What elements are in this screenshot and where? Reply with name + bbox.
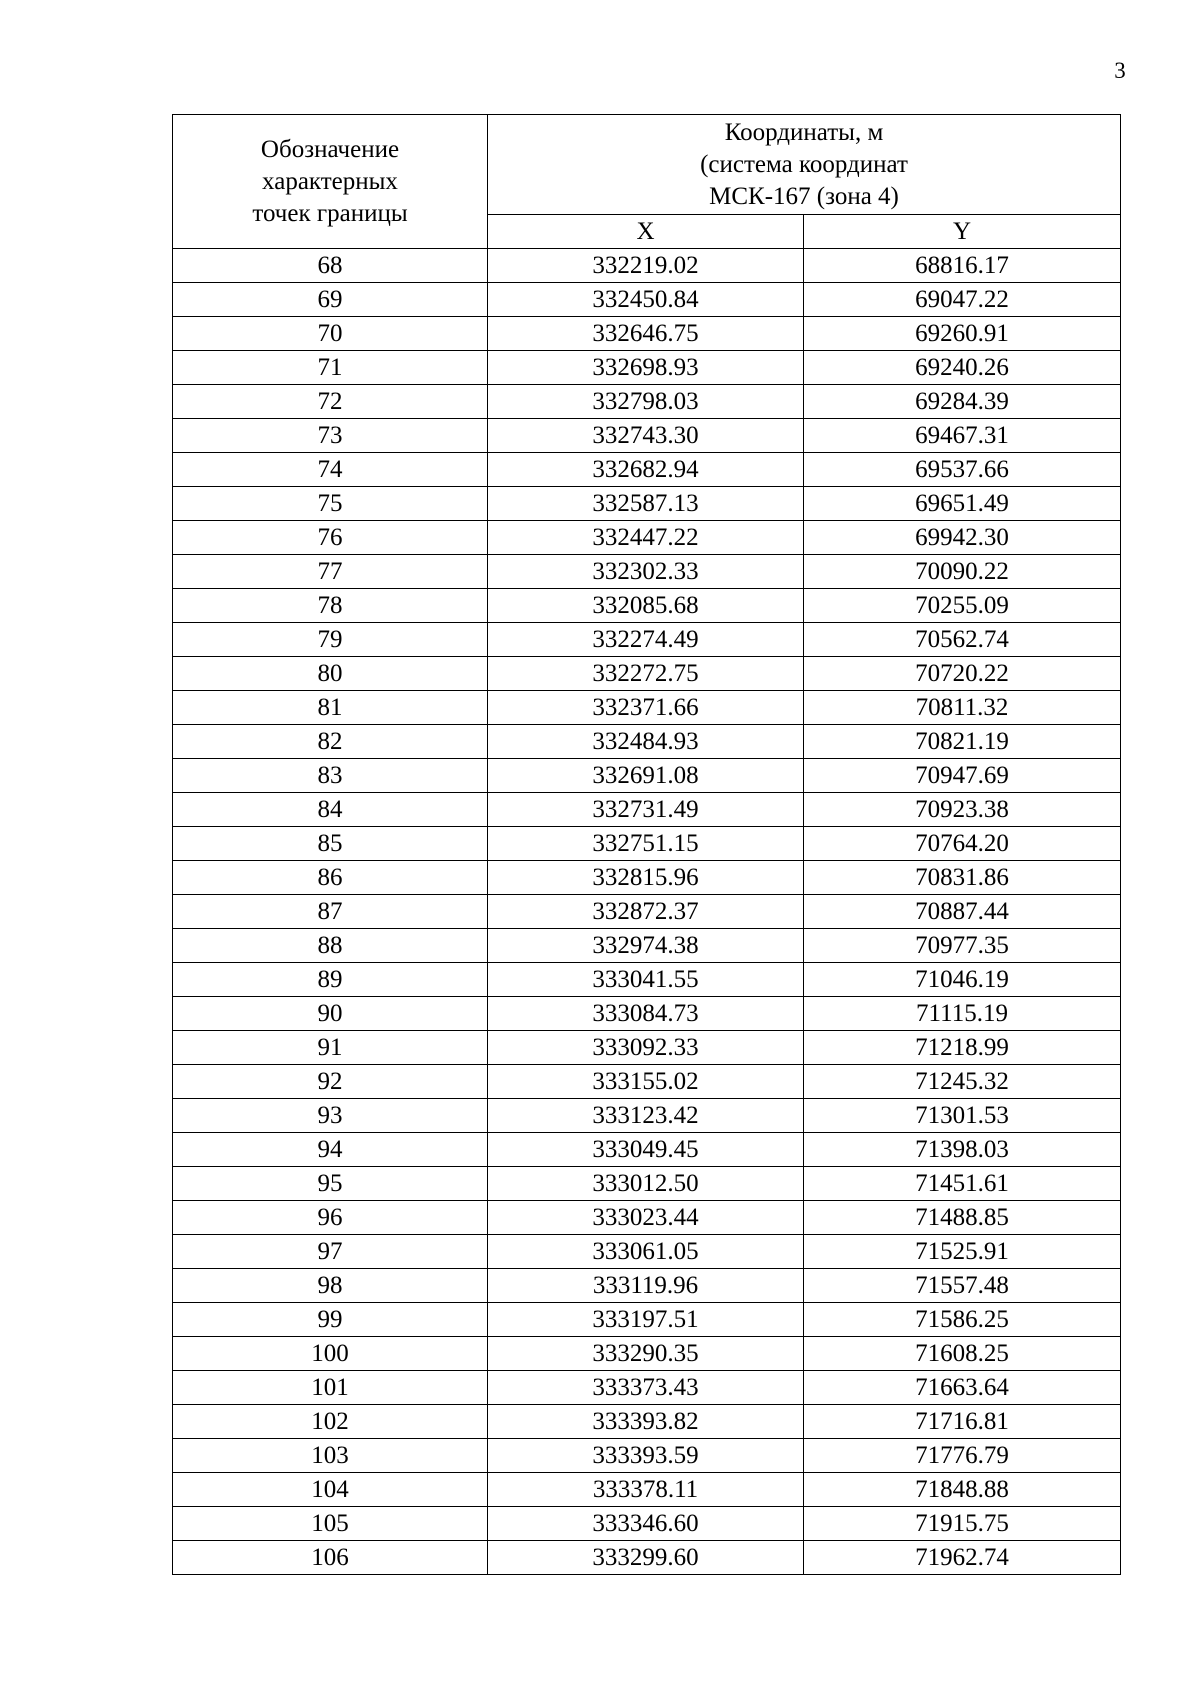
x-coordinate-cell: 333155.02	[488, 1065, 804, 1099]
table-row	[173, 895, 1121, 929]
coordinates-table	[172, 114, 1121, 1575]
table-row	[173, 657, 1121, 691]
x-coordinate-cell: 333346.60	[488, 1507, 804, 1541]
point-cell: 77	[173, 555, 488, 589]
y-coordinate-cell: 71245.32	[804, 1065, 1121, 1099]
table-row	[173, 963, 1121, 997]
y-coordinate-cell: 69260.91	[804, 317, 1121, 351]
y-coordinate-cell: 71608.25	[804, 1337, 1121, 1371]
x-coordinate-cell: 332731.49	[488, 793, 804, 827]
point-cell: 96	[173, 1201, 488, 1235]
point-cell: 83	[173, 759, 488, 793]
point-cell: 89	[173, 963, 488, 997]
table-row	[173, 1269, 1121, 1303]
y-coordinate-cell: 70090.22	[804, 555, 1121, 589]
point-cell: 70	[173, 317, 488, 351]
point-cell: 73	[173, 419, 488, 453]
y-coordinate-cell: 69284.39	[804, 385, 1121, 419]
y-coordinate-cell: 69047.22	[804, 283, 1121, 317]
table-row	[173, 521, 1121, 555]
x-header: X	[488, 215, 804, 249]
point-cell: 100	[173, 1337, 488, 1371]
point-cell: 105	[173, 1507, 488, 1541]
point-cell: 76	[173, 521, 488, 555]
y-coordinate-cell: 70764.20	[804, 827, 1121, 861]
table-row	[173, 929, 1121, 963]
coordinates-header-text: Координаты, м (система координат МСК-167 (зона 4)	[700, 118, 908, 210]
y-coordinate-cell: 69467.31	[804, 419, 1121, 453]
y-coordinate-cell: 70811.32	[804, 691, 1121, 725]
table-row	[173, 1303, 1121, 1337]
table-row	[173, 1371, 1121, 1405]
y-coordinate-cell: 68816.17	[804, 249, 1121, 283]
y-coordinate-cell: 71915.75	[804, 1507, 1121, 1541]
x-coordinate-cell: 332272.75	[488, 657, 804, 691]
point-cell: 91	[173, 1031, 488, 1065]
y-coordinate-cell: 71848.88	[804, 1473, 1121, 1507]
y-coordinate-cell: 70831.86	[804, 861, 1121, 895]
y-coordinate-cell: 71962.74	[804, 1541, 1121, 1575]
table-row	[173, 623, 1121, 657]
point-cell: 87	[173, 895, 488, 929]
point-cell: 69	[173, 283, 488, 317]
point-cell: 85	[173, 827, 488, 861]
y-coordinate-cell: 69942.30	[804, 521, 1121, 555]
point-cell: 90	[173, 997, 488, 1031]
table-row	[173, 555, 1121, 589]
x-coordinate-cell: 333084.73	[488, 997, 804, 1031]
x-coordinate-cell: 333049.45	[488, 1133, 804, 1167]
point-cell: 81	[173, 691, 488, 725]
x-coordinate-cell: 332587.13	[488, 487, 804, 521]
x-coordinate-cell: 332085.68	[488, 589, 804, 623]
table-row	[173, 725, 1121, 759]
table-row	[173, 759, 1121, 793]
x-coordinate-cell: 333197.51	[488, 1303, 804, 1337]
y-coordinate-cell: 71451.61	[804, 1167, 1121, 1201]
table-row	[173, 487, 1121, 521]
table-row	[173, 861, 1121, 895]
point-cell: 103	[173, 1439, 488, 1473]
header-row-top	[173, 115, 1121, 215]
x-coordinate-cell: 332447.22	[488, 521, 804, 555]
point-cell: 101	[173, 1371, 488, 1405]
x-coordinate-cell: 333378.11	[488, 1473, 804, 1507]
x-coordinate-cell: 332302.33	[488, 555, 804, 589]
table-row	[173, 317, 1121, 351]
table-row	[173, 419, 1121, 453]
table-row	[173, 1133, 1121, 1167]
x-coordinate-cell: 332751.15	[488, 827, 804, 861]
x-coordinate-cell: 332974.38	[488, 929, 804, 963]
table-row	[173, 827, 1121, 861]
x-coordinate-cell: 333023.44	[488, 1201, 804, 1235]
point-cell: 93	[173, 1099, 488, 1133]
table-row	[173, 1473, 1121, 1507]
point-cell: 68	[173, 249, 488, 283]
x-coordinate-cell: 333012.50	[488, 1167, 804, 1201]
page-number: 3	[1114, 58, 1126, 83]
y-coordinate-cell: 71046.19	[804, 963, 1121, 997]
x-coordinate-cell: 332646.75	[488, 317, 804, 351]
x-coordinate-cell: 333393.82	[488, 1405, 804, 1439]
table-row	[173, 1235, 1121, 1269]
point-cell: 75	[173, 487, 488, 521]
table-row	[173, 589, 1121, 623]
table-row	[173, 997, 1121, 1031]
table-row	[173, 1201, 1121, 1235]
x-coordinate-cell: 333061.05	[488, 1235, 804, 1269]
point-cell: 92	[173, 1065, 488, 1099]
table-row	[173, 249, 1121, 283]
point-cell: 99	[173, 1303, 488, 1337]
x-coordinate-cell: 333092.33	[488, 1031, 804, 1065]
point-cell: 88	[173, 929, 488, 963]
y-coordinate-cell: 70977.35	[804, 929, 1121, 963]
y-coordinate-cell: 71525.91	[804, 1235, 1121, 1269]
y-coordinate-cell: 70947.69	[804, 759, 1121, 793]
table-row	[173, 1439, 1121, 1473]
table-row	[173, 1031, 1121, 1065]
y-coordinate-cell: 69240.26	[804, 351, 1121, 385]
point-cell: 104	[173, 1473, 488, 1507]
point-designation-header	[173, 115, 488, 249]
table-row	[173, 1541, 1121, 1575]
y-coordinate-cell: 71398.03	[804, 1133, 1121, 1167]
x-coordinate-cell: 333119.96	[488, 1269, 804, 1303]
y-coordinate-cell: 71663.64	[804, 1371, 1121, 1405]
point-cell: 97	[173, 1235, 488, 1269]
table-row	[173, 385, 1121, 419]
coordinates-header	[488, 115, 1121, 215]
point-cell: 82	[173, 725, 488, 759]
table-row	[173, 453, 1121, 487]
point-cell: 72	[173, 385, 488, 419]
table-row	[173, 793, 1121, 827]
y-coordinate-cell: 70562.74	[804, 623, 1121, 657]
y-coordinate-cell: 71115.19	[804, 997, 1121, 1031]
point-cell: 94	[173, 1133, 488, 1167]
x-coordinate-cell: 332371.66	[488, 691, 804, 725]
y-coordinate-cell: 71776.79	[804, 1439, 1121, 1473]
x-coordinate-cell: 332219.02	[488, 249, 804, 283]
x-coordinate-cell: 332698.93	[488, 351, 804, 385]
x-coordinate-cell: 333299.60	[488, 1541, 804, 1575]
x-coordinate-cell: 333290.35	[488, 1337, 804, 1371]
x-coordinate-cell: 333123.42	[488, 1099, 804, 1133]
table-body	[173, 249, 1121, 1575]
x-coordinate-cell: 332872.37	[488, 895, 804, 929]
x-coordinate-cell: 333041.55	[488, 963, 804, 997]
table-row	[173, 1405, 1121, 1439]
point-cell: 71	[173, 351, 488, 385]
x-coordinate-cell: 332450.84	[488, 283, 804, 317]
point-cell: 102	[173, 1405, 488, 1439]
y-coordinate-cell: 71557.48	[804, 1269, 1121, 1303]
point-cell: 98	[173, 1269, 488, 1303]
y-coordinate-cell: 70720.22	[804, 657, 1121, 691]
x-coordinate-cell: 332484.93	[488, 725, 804, 759]
point-cell: 84	[173, 793, 488, 827]
table-row	[173, 691, 1121, 725]
y-coordinate-cell: 70821.19	[804, 725, 1121, 759]
y-coordinate-cell: 70255.09	[804, 589, 1121, 623]
y-coordinate-cell: 71488.85	[804, 1201, 1121, 1235]
y-coordinate-cell: 71301.53	[804, 1099, 1121, 1133]
table-row	[173, 1507, 1121, 1541]
y-coordinate-cell: 70923.38	[804, 793, 1121, 827]
x-coordinate-cell: 333373.43	[488, 1371, 804, 1405]
y-coordinate-cell: 71716.81	[804, 1405, 1121, 1439]
table-header	[173, 115, 1121, 249]
y-coordinate-cell: 69537.66	[804, 453, 1121, 487]
table-row	[173, 1337, 1121, 1371]
x-coordinate-cell: 332743.30	[488, 419, 804, 453]
point-cell: 106	[173, 1541, 488, 1575]
point-designation-header-text: Обозначение характерных точек границы	[252, 135, 408, 227]
point-cell: 74	[173, 453, 488, 487]
y-coordinate-cell: 71218.99	[804, 1031, 1121, 1065]
table-row	[173, 351, 1121, 385]
y-coordinate-cell: 69651.49	[804, 487, 1121, 521]
table-row	[173, 283, 1121, 317]
table-row	[173, 1065, 1121, 1099]
y-coordinate-cell: 71586.25	[804, 1303, 1121, 1337]
x-coordinate-cell: 332815.96	[488, 861, 804, 895]
point-cell: 95	[173, 1167, 488, 1201]
point-cell: 80	[173, 657, 488, 691]
x-coordinate-cell: 333393.59	[488, 1439, 804, 1473]
x-coordinate-cell: 332691.08	[488, 759, 804, 793]
y-coordinate-cell: 70887.44	[804, 895, 1121, 929]
x-coordinate-cell: 332798.03	[488, 385, 804, 419]
x-coordinate-cell: 332274.49	[488, 623, 804, 657]
table-row	[173, 1099, 1121, 1133]
point-cell: 79	[173, 623, 488, 657]
table-row	[173, 1167, 1121, 1201]
point-cell: 78	[173, 589, 488, 623]
y-header: Y	[804, 215, 1121, 249]
point-cell: 86	[173, 861, 488, 895]
x-coordinate-cell: 332682.94	[488, 453, 804, 487]
